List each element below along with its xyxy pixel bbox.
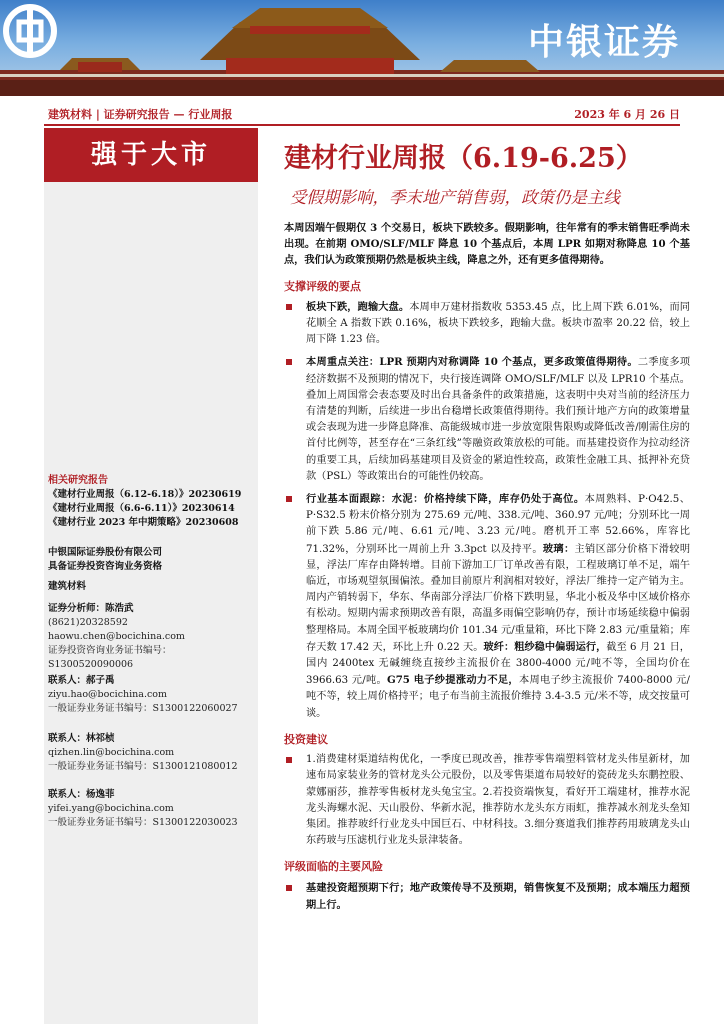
bullet-fundamentals [284,491,690,722]
bullet-investment [284,752,690,849]
section-investment-heading: 投资建议 [284,732,328,746]
bullet-fund-glass-head: 玻璃： [542,542,575,555]
rating-badge: 强于大市 [44,128,258,182]
analyst-email[interactable]: ziyu.hao@bocichina.com [48,689,168,700]
company-info [48,546,254,594]
brand-name: 中银证券 [528,22,681,63]
analyst-role: 联系人：林祁桢 [48,733,115,744]
bullet-fund-g75: 本周电子纱主流报价 7400-8000 元/吨不等，较上周价格持平；电子布当前主流报价维持 3.4-3.5 元/米不等，成交按量可谈。 [306,675,690,719]
bullet-fund-fiber: 截至 6 月 21 日，国内 2400tex 无碱缠绕直接纱主流报价在 3800-4000 元/吨不等，全国均价在 3966.63 元/吨。 [306,641,690,687]
analyst-1 [48,602,254,672]
summary: 本周因端午假期仅 3 个交易日，板块下跌较多。假期影响，往年常有的季末销售旺季尚未出现。在前期 OMO/SLF/MLF 降息 10 个基点后，本周 LPR 如期对称降息 10 个基点，我们认为政策预期仍然是板块主线，降息之外，还有更多值得期待。 [284,222,690,267]
analyst-cert: 证券投资咨询业务证书编号：S1300520090006 [48,645,172,670]
header-banner [0,0,724,96]
report-category: 建筑材料 | 证券研究报告 — 行业周报 [48,108,233,121]
risk-body: 基建投资超预期下行；地产政策传导不及预期，销售恢复不及预期；成本端压力超预期上行。 [306,881,690,911]
bullet-risk [284,880,690,914]
bullet-policy [284,354,690,485]
related-reports [48,474,254,530]
analyst-email[interactable]: yifei.yang@bocichina.com [48,803,174,814]
analyst-cert: 一般证券业务证书编号：S1300122060027 [48,703,238,714]
bullet-fund-cement: 本周熟料、P·O42.5、P·S32.5 粉末价格分别为 275.69 元/吨、338.元/吨、360.97 元/吨；分别环比一周前下跌 5.86 元/吨、6.61 元/吨、3.23 元/吨。磨机开工率 52.66%，库容比 71.32%，分别环比一周前上升 3.3pct 以及持平。 [306,494,690,555]
analyst-phone: (8621)20328592 [48,617,128,628]
top-bar [44,102,680,126]
bullet-sector-head: 板块下跌，跑输大盘。 [306,300,410,313]
bullet-sector-body: 本周申万建材指数收 5353.45 点，比上周下跌 6.01%，而同花顺全 A 指数下跌 0.16%，板块下跌较多，跑输大盘。板块市盈率 20.22 倍，较上周下降 1.23 倍。 [306,301,690,346]
analyst-4 [48,788,254,830]
related-item[interactable]: 《建材行业 2023 年中期策略》20230608 [48,517,239,528]
bullet-policy-body: 二季度多项经济数据不及预期的情况下，央行接连调降 OMO/SLF/MLF 以及 LPR10 个基点。叠加上周国常会表态要及时出台具备条件的政策措施，这表明中央对当前的经济压力有清楚的判断，后续进一步出台稳增长政策值得期待。我们预计地产方向的政策增量或会表现为进一步降息降准、高能级城市进一步放宽限售限购或降低改善/刚需住房的首付比例等，甚至存在“三条红线”等融资政策放松的可能。而基建投资作为拉动经济的重要工具，后续加码基建项目及资金的紧迫性较高，政策性金融工具、抵押补充贷款（PSL）等政策出台的可能性仍较高。 [306,357,691,482]
analyst-2 [48,674,254,716]
analyst-cert: 一般证券业务证书编号：S1300121080012 [48,761,238,772]
analyst-email[interactable]: haowu.chen@bocichina.com [48,631,185,642]
page-title: 建材行业周报（6.19-6.25） [284,143,643,174]
analyst-cert: 一般证券业务证书编号：S1300122030023 [48,817,238,828]
investment-body: 1.消费建材渠道结构优化，一季度已现改善，推荐零售端塑料管材龙头伟星新材，加速布局家装业务的管材龙头公元股份，以及零售渠道布局较好的瓷砖龙头东鹏控股、蒙娜丽莎，推荐零售板材龙头兔宝宝。2.若投资端恢复，看好开工端建材，推荐水泥龙头海螺水泥、天山股份、华新水泥，推荐防水龙头东方雨虹，推荐减水剂龙头垒知集团。推荐玻纤行业龙头中国巨石、中材科技。3.细分赛道我们推荐药用玻璃龙头山东药玻与压滤机行业龙头景津装备。 [306,754,690,847]
bullet-sector [284,299,690,349]
section-risk-heading: 评级面临的主要风险 [284,860,383,874]
related-item[interactable]: 《建材行业周报（6.12-6.18）》20230619 [48,489,242,500]
report-date: 2023 年 6 月 26 日 [574,108,680,121]
bullet-fund-glass: 主销区部分价格下滑较明显，浮法厂库存由降转增。目前下游加工厂订单改善有限，工程玻璃订单不足，端午临近，市场观望氛围偏浓。叠加目前原片利润相对较好，浮法厂维持一定产销为主。周内产销转弱下，华东、华南部分浮法厂价格下跌明显，华北小板及华中区域价格亦有松动。短期内需求预期改善有限，高温多雨偏空影响仍存，预计市场延续稳中偏弱整理格局。本周全国平板玻璃均价 101.34 元/重量箱，环比下降 2.83 元/重量箱；库存天数 17.42 天，环比上升 0.22 天。 [306,543,691,653]
section-support-heading: 支撑评级的要点 [284,279,361,293]
bullet-fund-head: 行业基本面跟踪：水泥：价格持续下降，库存仍处于高位。 [306,493,585,506]
main-content [284,220,690,920]
boc-logo-icon [0,0,254,62]
company-name: 中银国际证券股份有限公司 [48,547,163,558]
bullet-policy-head: 本周重点关注：LPR 预期内对称调降 10 个基点，更多政策值得期待。 [306,356,638,369]
analyst-email[interactable]: qizhen.lin@bocichina.com [48,747,175,758]
analyst-3 [48,732,254,774]
company-qualification: 具备证券投资咨询业务资格 [48,561,163,572]
analyst-role: 联系人：郝子禹 [48,675,115,686]
related-item[interactable]: 《建材行业周报（6.6-6.11）》20230614 [48,503,235,514]
analyst-role: 联系人：杨逸菲 [48,789,115,800]
analyst-role: 证券分析师：陈浩武 [48,603,134,614]
page-subtitle: 受假期影响，季末地产销售弱，政策仍是主线 [290,188,620,207]
industry-label: 建筑材料 [48,581,87,592]
bullet-fund-g75-head: G75 电子纱提涨动力不足， [387,674,519,687]
bullet-fund-fiber-head: 玻纤：粗纱稳中偏弱运行， [483,640,607,653]
related-title: 相关研究报告 [48,475,108,486]
